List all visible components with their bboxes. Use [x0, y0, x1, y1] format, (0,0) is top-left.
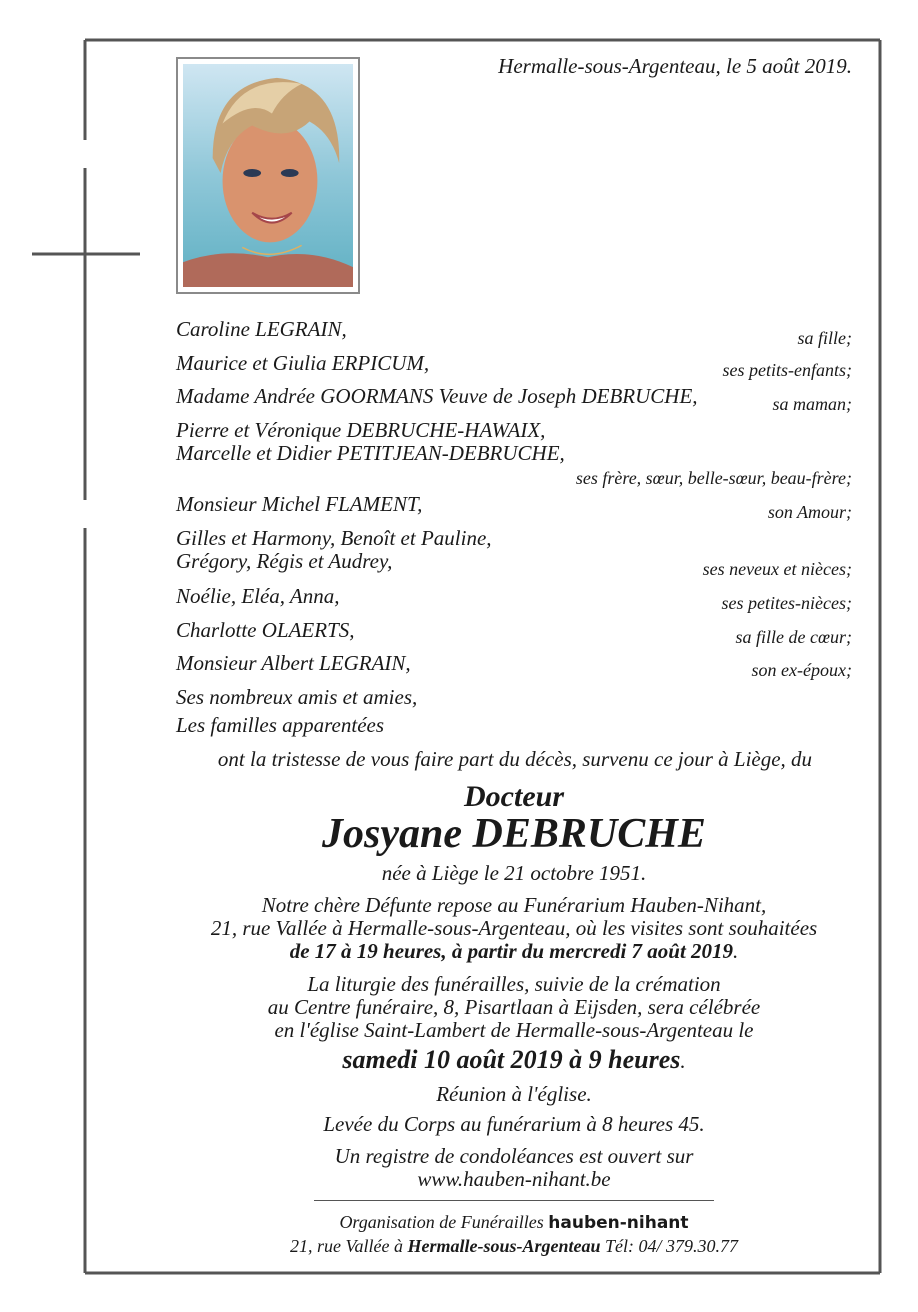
deceased-birth: née à Liège le 21 octobre 1951.	[381, 861, 647, 885]
deceased-name: Josyane DEBRUCHE	[322, 811, 706, 857]
family-name: Maurice et Giulia ERPICUM,	[176, 351, 430, 375]
footer-addr-prefix: 21, rue Vallée à	[290, 1236, 403, 1256]
family-name: Marcelle et Didier PETITJEAN-DEBRUCHE,	[176, 441, 565, 465]
footer-tel: Tél: 04/ 379.30.77	[605, 1236, 738, 1256]
family-relation: son ex-époux;	[751, 660, 852, 680]
visits-hours-end: .	[733, 939, 739, 963]
family-relation: ses petites-nièces;	[721, 593, 852, 613]
portrait-icon	[183, 64, 353, 287]
footer-organisation	[176, 1210, 852, 1235]
funeral-date	[176, 1045, 852, 1076]
family-relation: son Amour;	[767, 502, 852, 522]
announcement: ont la tristesse de vous faire part du décès, survenu ce jour à Liège, du	[217, 747, 813, 771]
footer-addr-city: Hermalle-sous-Argenteau	[407, 1236, 601, 1256]
funeral-date-bold: samedi 10 août 2019 à 9 heures	[342, 1045, 681, 1074]
family-relation: sa maman;	[772, 394, 852, 414]
visits-hours-bold: de 17 à 19 heures, à partir du mercredi 7 août 2019	[289, 939, 734, 963]
family-name: Gilles et Harmony, Benoît et Pauline,	[176, 526, 492, 550]
family-name: Grégory, Régis et Audrey,	[176, 549, 393, 573]
family-relation: ses petits-enfants;	[722, 360, 852, 380]
funeral-line: au Centre funéraire, 8, Pisartlaan à Eijsden, sera célébrée	[267, 995, 761, 1019]
family-name: Madame Andrée GOORMANS Veuve de Joseph DEBRUCHE,	[176, 384, 698, 408]
note-registre: Un registre de condoléances est ouvert sur	[334, 1144, 694, 1168]
footer-divider	[314, 1200, 714, 1201]
family-name: Caroline LEGRAIN,	[176, 317, 347, 341]
visits-line: Notre chère Défunte repose au Funérarium Hauben-Nihant,	[261, 893, 767, 917]
family-name: Les familles apparentées	[176, 713, 385, 737]
family-name: Ses nombreux amis et amies,	[176, 685, 418, 709]
funeral-date-end: .	[680, 1049, 686, 1073]
visits-hours	[176, 939, 852, 963]
funeral-line: La liturgie des funérailles, suivie de la crémation	[307, 972, 721, 996]
funeral-line: en l'église Saint-Lambert de Hermalle-sous-Argenteau le	[274, 1018, 754, 1042]
family-name: Monsieur Michel FLAMENT,	[176, 492, 423, 516]
family-name: Pierre et Véronique DEBRUCHE-HAWAIX,	[176, 418, 546, 442]
note-website: www.hauben-nihant.be	[417, 1167, 611, 1191]
portrait-photo	[176, 57, 360, 294]
note-reunion: Réunion à l'église.	[436, 1082, 592, 1106]
footer-org-prefix: Organisation de Funérailles	[339, 1212, 544, 1232]
family-relation: sa fille de cœur;	[735, 627, 852, 647]
company-brand: hauben-nihant	[548, 1213, 689, 1233]
deceased-title: Docteur	[464, 780, 564, 813]
place-date: Hermalle-sous-Argenteau, le 5 août 2019.	[498, 54, 852, 78]
family-relation: sa fille;	[797, 328, 852, 348]
family-relation: ses neveux et nièces;	[702, 559, 852, 579]
visits-line: 21, rue Vallée à Hermalle-sous-Argenteau, où les visites sont souhaitées	[210, 916, 818, 940]
family-name: Monsieur Albert LEGRAIN,	[176, 651, 411, 675]
family-name: Charlotte OLAERTS,	[176, 618, 355, 642]
family-name: Noélie, Eléa, Anna,	[176, 584, 340, 608]
footer-address	[176, 1234, 852, 1258]
family-relation: ses frère, sœur, belle-sœur, beau-frère;	[575, 468, 852, 488]
note-levee: Levée du Corps au funérarium à 8 heures 45.	[323, 1112, 705, 1136]
